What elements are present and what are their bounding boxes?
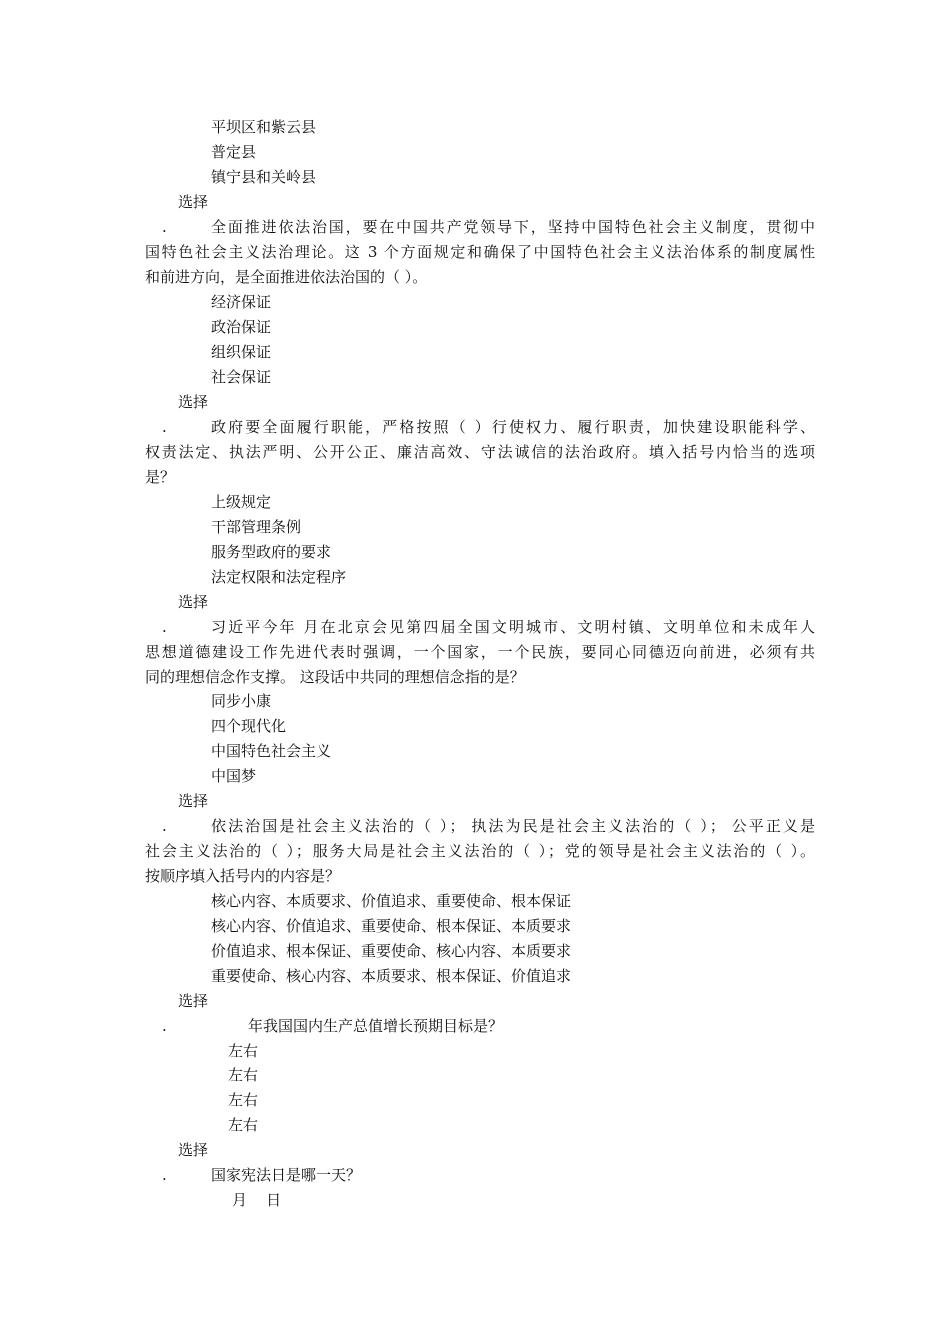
option-q2-d: 法定权限和法定程序 bbox=[211, 568, 347, 586]
question-marker-q1: . bbox=[162, 218, 167, 236]
question-text-q2-line1: 政府要全面履行职能，严格按照（ ）行使权力、履行职责，加快建设职能科学、 bbox=[211, 418, 815, 436]
option-q0-a: 平坝区和紫云县 bbox=[211, 118, 317, 136]
question-text-q2-line2: 权责法定、执法严明、公开公正、廉洁高效、守法诚信的法治政府。填入括号内恰当的选项 bbox=[145, 443, 815, 461]
question-text-q1-line2: 国特色社会主义法治理论。这 3 个方面规定和确保了中国特色社会主义法治体系的制度属性 bbox=[145, 243, 815, 261]
select-label-q1: 选择 bbox=[178, 393, 209, 411]
question-text-q2-line3: 是？ bbox=[145, 468, 176, 486]
question-text-q4-line1: 依法治国是社会主义法治的（ ）； 执法为民是社会主义法治的（ ）； 公平正义是 bbox=[211, 817, 815, 835]
option-q4-c: 价值追求、根本保证、重要使命、核心内容、本质要求 bbox=[211, 942, 572, 960]
option-q3-d: 中国梦 bbox=[211, 767, 257, 785]
option-q1-a: 经济保证 bbox=[211, 293, 272, 311]
option-q0-b: 普定县 bbox=[211, 143, 257, 161]
option-q5-d: 左右 bbox=[228, 1116, 259, 1134]
question-marker-q3: . bbox=[162, 618, 167, 636]
option-q4-b: 核心内容、价值追求、重要使命、根本保证、本质要求 bbox=[211, 917, 572, 935]
question-text-q1-line3: 和前进方向，是全面推进依法治国的（ ）。 bbox=[145, 268, 428, 286]
option-q1-b: 政治保证 bbox=[211, 318, 272, 336]
question-marker-q4: . bbox=[162, 817, 167, 835]
option-q3-a: 同步小康 bbox=[211, 692, 272, 710]
question-marker-q5: . bbox=[162, 1017, 167, 1035]
question-marker-q6: . bbox=[162, 1166, 167, 1184]
question-text-q1-line1: 全面推进依法治国，要在中国共产党领导下，坚持中国特色社会主义制度，贯彻中 bbox=[211, 218, 815, 236]
option-q2-b: 干部管理条例 bbox=[211, 518, 302, 536]
select-label-q3: 选择 bbox=[178, 792, 209, 810]
option-q5-a: 左右 bbox=[228, 1042, 259, 1060]
select-label-q4: 选择 bbox=[178, 992, 209, 1010]
select-label-q5: 选择 bbox=[178, 1141, 209, 1159]
question-text-q3-line3: 同的理想信念作支撑。 这段话中共同的理想信念指的是？ bbox=[145, 668, 525, 686]
option-q5-c: 左右 bbox=[228, 1091, 259, 1109]
option-q3-b: 四个现代化 bbox=[211, 717, 287, 735]
option-q5-b: 左右 bbox=[228, 1066, 259, 1084]
select-label-q0: 选择 bbox=[178, 193, 209, 211]
question-marker-q2: . bbox=[162, 418, 167, 436]
question-text-q4-line2: 社会主义法治的（ ）；服务大局是社会主义法治的（ ）；党的领导是社会主义法治的（ ）。 bbox=[145, 842, 815, 860]
option-q3-c: 中国特色社会主义 bbox=[211, 742, 332, 760]
option-q0-c: 镇宁县和关岭县 bbox=[211, 168, 317, 186]
option-q2-c: 服务型政府的要求 bbox=[211, 543, 332, 561]
option-q2-a: 上级规定 bbox=[211, 493, 272, 511]
question-text-q3-line2: 思想道德建设工作先进代表时强调，一个国家，一个民族，要同心同德迈向前进，必须有共 bbox=[145, 643, 815, 661]
question-text-q6: 国家宪法日是哪一天？ bbox=[211, 1166, 362, 1184]
option-q4-d: 重要使命、核心内容、本质要求、根本保证、价值追求 bbox=[211, 967, 572, 985]
question-text-q5: 年我国国内生产总值增长预期目标是？ bbox=[248, 1017, 504, 1035]
answer-q6: 月 日 bbox=[232, 1191, 282, 1209]
option-q1-d: 社会保证 bbox=[211, 368, 272, 386]
question-text-q4-line3: 按顺序填入括号内的内容是？ bbox=[145, 867, 341, 885]
option-q1-c: 组织保证 bbox=[211, 343, 272, 361]
option-q4-a: 核心内容、本质要求、价值追求、重要使命、根本保证 bbox=[211, 892, 572, 910]
select-label-q2: 选择 bbox=[178, 593, 209, 611]
question-text-q3-line1: 习近平今年 月在北京会见第四届全国文明城市、文明村镇、文明单位和未成年人 bbox=[211, 618, 815, 636]
